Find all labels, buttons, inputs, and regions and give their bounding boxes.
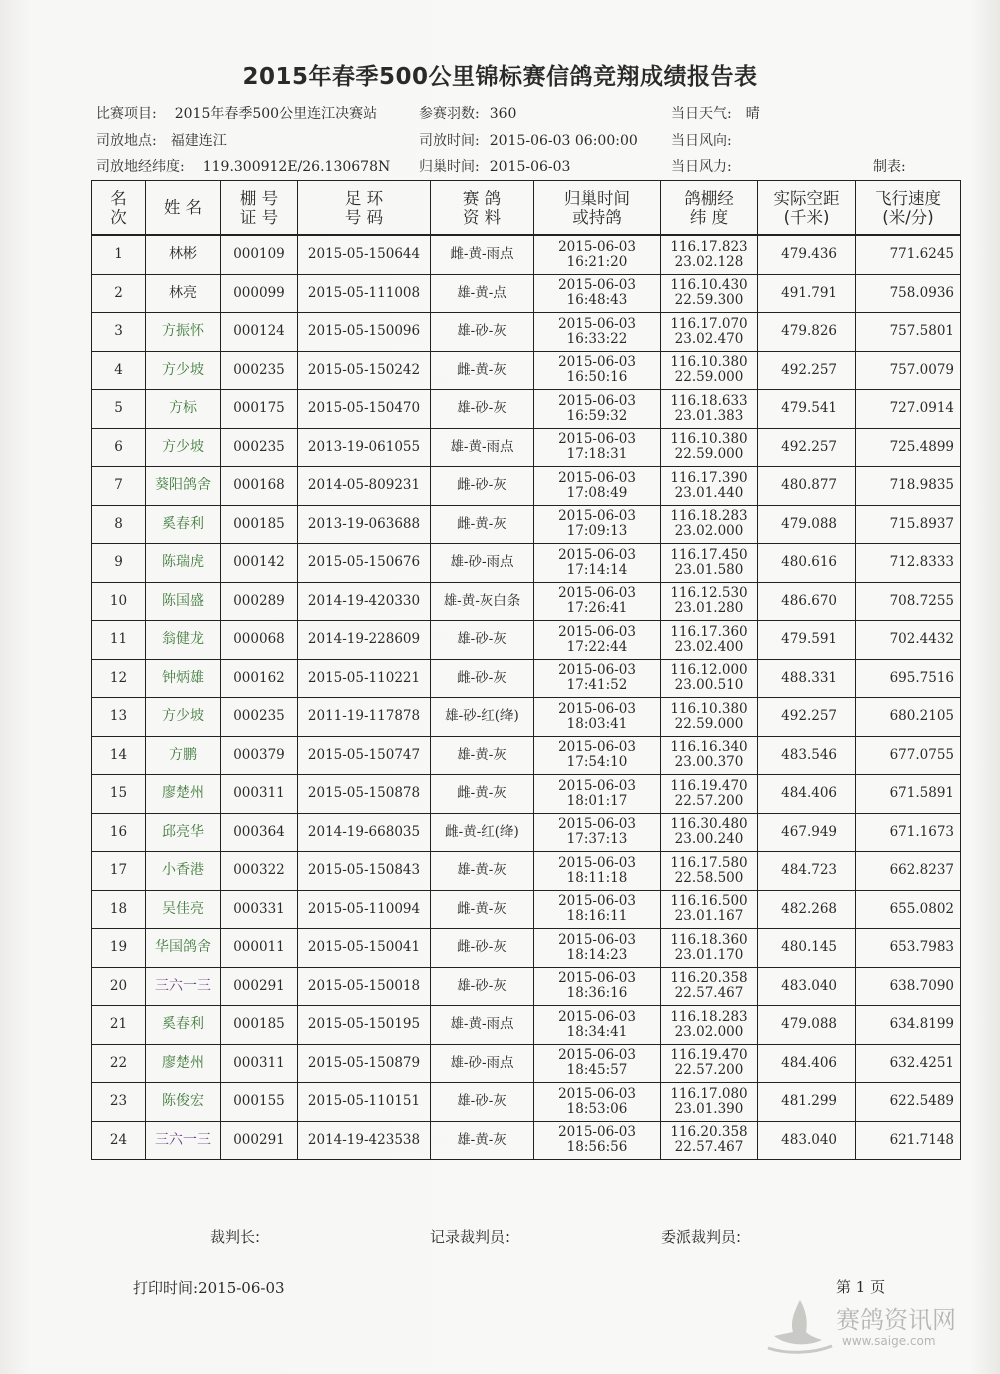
- coord-cell: 116.19.470 22.57.200: [661, 1044, 758, 1083]
- coord-cell: 116.16.340 23.00.370: [661, 736, 758, 775]
- ring-cell: 2013-19-063688: [298, 505, 431, 544]
- rank-cell: 11: [92, 621, 146, 660]
- ring-cell: 2013-19-061055: [298, 428, 431, 467]
- loft-cell: 000162: [221, 659, 298, 698]
- coord-cell: 116.18.360 23.01.170: [661, 929, 758, 968]
- release-place-label: 司放地点:: [96, 133, 157, 149]
- speed-cell: 708.7255: [856, 582, 961, 621]
- distance-cell: 484.406: [758, 1044, 856, 1083]
- loft-cell: 000109: [221, 235, 298, 274]
- results-body: [92, 235, 961, 1160]
- rank-cell: 17: [92, 852, 146, 891]
- loft-cell: 000175: [221, 390, 298, 429]
- rank-cell: 4: [92, 351, 146, 390]
- arrival-cell: 2015-06-03 16:59:32: [534, 390, 661, 429]
- bird-cell: 雄-砂-红(绛): [431, 698, 534, 737]
- distance-cell: 480.616: [758, 544, 856, 583]
- distance-cell: 481.299: [758, 1083, 856, 1122]
- ring-cell: 2015-05-150242: [298, 351, 431, 390]
- speed-cell: 718.9835: [856, 467, 961, 506]
- birds-item: [419, 103, 516, 123]
- release-coord-item: [96, 156, 390, 176]
- distance-cell: 480.145: [758, 929, 856, 968]
- ring-cell: 2015-05-150879: [298, 1044, 431, 1083]
- ring-cell: 2014-05-809231: [298, 467, 431, 506]
- distance-cell: 491.791: [758, 274, 856, 313]
- bird-cell: 雄-砂-灰: [431, 313, 534, 352]
- arrival-cell: 2015-06-03 18:56:56: [534, 1121, 661, 1160]
- speed-cell: 680.2105: [856, 698, 961, 737]
- name-cell: 钟炳雄: [146, 659, 221, 698]
- wind-dir-item: [671, 130, 740, 150]
- speed-cell: 725.4899: [856, 428, 961, 467]
- coord-cell: 116.16.500 23.01.167: [661, 890, 758, 929]
- loft-cell: 000311: [221, 1044, 298, 1083]
- table-row: [92, 467, 961, 506]
- distance-cell: 483.040: [758, 1121, 856, 1160]
- name-cell: 方少坡: [146, 428, 221, 467]
- arrival-cell: 2015-06-03 17:54:10: [534, 736, 661, 775]
- name-cell: 华国鸽舍: [146, 929, 221, 968]
- loft-cell: 000185: [221, 1006, 298, 1045]
- ring-cell: 2015-05-150747: [298, 736, 431, 775]
- arrival-cell: 2015-06-03 17:22:44: [534, 621, 661, 660]
- header-ring: 足 环 号 码: [298, 181, 431, 236]
- bird-cell: 雄-黄-灰: [431, 852, 534, 891]
- name-cell: 林彬: [146, 235, 221, 274]
- table-row: [92, 544, 961, 583]
- rank-cell: 6: [92, 428, 146, 467]
- rank-cell: 7: [92, 467, 146, 506]
- weather-item: [671, 103, 760, 123]
- rank-cell: 23: [92, 1083, 146, 1122]
- return-time-item: [419, 156, 570, 176]
- bird-cell: 雄-黄-点: [431, 274, 534, 313]
- table-row: [92, 813, 961, 852]
- arrival-cell: 2015-06-03 18:36:16: [534, 967, 661, 1006]
- rank-cell: 10: [92, 582, 146, 621]
- coord-cell: 116.17.360 23.02.400: [661, 621, 758, 660]
- distance-cell: 479.088: [758, 505, 856, 544]
- distance-cell: 479.436: [758, 235, 856, 274]
- ring-cell: 2014-19-420330: [298, 582, 431, 621]
- header-coord: 鸽棚经 纬 度: [661, 181, 758, 236]
- ring-cell: 2015-05-150676: [298, 544, 431, 583]
- speed-cell: 757.5801: [856, 313, 961, 352]
- table-row: [92, 775, 961, 814]
- bird-cell: 雄-砂-灰: [431, 967, 534, 1006]
- table-row: [92, 1121, 961, 1160]
- rank-cell: 8: [92, 505, 146, 544]
- ring-cell: 2014-19-668035: [298, 813, 431, 852]
- release-coord-value: 119.300912E/26.130678N: [202, 159, 391, 175]
- coord-cell: 116.18.283 23.02.000: [661, 505, 758, 544]
- print-time-label: 打印时间:: [133, 1279, 199, 1297]
- coord-cell: 116.10.380 22.59.000: [661, 698, 758, 737]
- loft-cell: 000235: [221, 428, 298, 467]
- coord-cell: 116.17.450 23.01.580: [661, 544, 758, 583]
- birds-label: 参赛羽数:: [419, 106, 480, 122]
- coord-cell: 116.19.470 22.57.200: [661, 775, 758, 814]
- ring-cell: 2015-05-111008: [298, 274, 431, 313]
- weather-value: 晴: [745, 106, 760, 122]
- header-bird: 赛 鸽 资 料: [431, 181, 534, 236]
- rank-cell: 21: [92, 1006, 146, 1045]
- speed-cell: 758.0936: [856, 274, 961, 313]
- rank-cell: 9: [92, 544, 146, 583]
- release-place-item: [96, 130, 227, 150]
- rank-cell: 2: [92, 274, 146, 313]
- name-cell: 陈国盛: [146, 582, 221, 621]
- speed-cell: 677.0755: [856, 736, 961, 775]
- coord-cell: 116.12.530 23.01.280: [661, 582, 758, 621]
- results-table: [91, 180, 961, 1160]
- speed-cell: 655.0802: [856, 890, 961, 929]
- coord-cell: 116.30.480 23.00.240: [661, 813, 758, 852]
- rank-cell: 22: [92, 1044, 146, 1083]
- coord-cell: 116.18.283 23.02.000: [661, 1006, 758, 1045]
- speed-cell: 634.8199: [856, 1006, 961, 1045]
- ring-cell: 2015-05-110094: [298, 890, 431, 929]
- speed-cell: 757.0079: [856, 351, 961, 390]
- ring-cell: 2014-19-228609: [298, 621, 431, 660]
- ring-cell: 2015-05-150041: [298, 929, 431, 968]
- table-row: [92, 890, 961, 929]
- name-cell: 邱亮华: [146, 813, 221, 852]
- bird-cell: 雌-黄-灰: [431, 351, 534, 390]
- arrival-cell: 2015-06-03 16:21:20: [534, 235, 661, 274]
- header-rank: 名 次: [92, 181, 146, 236]
- bird-cell: 雄-黄-灰: [431, 1121, 534, 1160]
- coord-cell: 116.18.633 23.01.383: [661, 390, 758, 429]
- arrival-cell: 2015-06-03 17:26:41: [534, 582, 661, 621]
- loft-cell: 000168: [221, 467, 298, 506]
- header-loft: 棚 号 证 号: [221, 181, 298, 236]
- table-row: [92, 582, 961, 621]
- race-item: [96, 103, 377, 123]
- bird-cell: 雄-黄-灰: [431, 736, 534, 775]
- watermark-url: www.saige.com: [842, 1334, 936, 1348]
- release-time-value: 2015-06-03 06:00:00: [489, 133, 638, 149]
- table-row: [92, 1006, 961, 1045]
- distance-cell: 479.088: [758, 1006, 856, 1045]
- speed-cell: 671.5891: [856, 775, 961, 814]
- table-row: [92, 1044, 961, 1083]
- distance-cell: 482.268: [758, 890, 856, 929]
- header-arrival: 归巢时间 或持鸽: [534, 181, 661, 236]
- assigned-judge-label: 委派裁判员:: [661, 1228, 742, 1246]
- name-cell: 方鹏: [146, 736, 221, 775]
- ring-cell: 2011-19-117878: [298, 698, 431, 737]
- ring-cell: 2015-05-150018: [298, 967, 431, 1006]
- speed-cell: 653.7983: [856, 929, 961, 968]
- arrival-cell: 2015-06-03 18:03:41: [534, 698, 661, 737]
- speed-cell: 662.8237: [856, 852, 961, 891]
- loft-cell: 000099: [221, 274, 298, 313]
- arrival-cell: 2015-06-03 17:08:49: [534, 467, 661, 506]
- bird-cell: 雌-砂-灰: [431, 929, 534, 968]
- name-cell: 葵阳鸽舍: [146, 467, 221, 506]
- coord-cell: 116.20.358 22.57.467: [661, 967, 758, 1006]
- table-row: [92, 659, 961, 698]
- table-row: [92, 929, 961, 968]
- distance-cell: 479.541: [758, 390, 856, 429]
- loft-cell: 000364: [221, 813, 298, 852]
- watermark: [760, 1292, 960, 1362]
- page-title: 2015年春季500公里锦标赛信鸽竞翔成绩报告表: [242, 64, 758, 90]
- maker-label: 制表:: [873, 159, 906, 175]
- bird-cell: 雌-黄-灰: [431, 505, 534, 544]
- loft-cell: 000291: [221, 1121, 298, 1160]
- ring-cell: 2015-05-150470: [298, 390, 431, 429]
- dove-logo-icon: [760, 1292, 840, 1362]
- loft-cell: 000289: [221, 582, 298, 621]
- bird-cell: 雄-黄-灰白条: [431, 582, 534, 621]
- rank-cell: 1: [92, 235, 146, 274]
- distance-cell: 479.826: [758, 313, 856, 352]
- name-cell: 吴佳亮: [146, 890, 221, 929]
- bird-cell: 雄-黄-雨点: [431, 428, 534, 467]
- watermark-text: 赛鸽资讯网: [836, 1306, 956, 1334]
- table-row: [92, 313, 961, 352]
- bird-cell: 雌-砂-灰: [431, 659, 534, 698]
- arrival-cell: 2015-06-03 16:50:16: [534, 351, 661, 390]
- ring-cell: 2015-05-110221: [298, 659, 431, 698]
- rank-cell: 19: [92, 929, 146, 968]
- coord-cell: 116.10.430 22.59.300: [661, 274, 758, 313]
- birds-value: 360: [489, 106, 517, 122]
- race-label: 比赛项目:: [96, 106, 157, 122]
- distance-cell: 486.670: [758, 582, 856, 621]
- ring-cell: 2015-05-150644: [298, 235, 431, 274]
- bird-cell: 雌-黄-灰: [431, 775, 534, 814]
- table-row: [92, 351, 961, 390]
- rank-cell: 16: [92, 813, 146, 852]
- loft-cell: 000011: [221, 929, 298, 968]
- name-cell: 林亮: [146, 274, 221, 313]
- rank-cell: 12: [92, 659, 146, 698]
- speed-cell: 621.7148: [856, 1121, 961, 1160]
- header-name: 姓 名: [146, 181, 221, 236]
- table-row: [92, 235, 961, 274]
- speed-cell: 622.5489: [856, 1083, 961, 1122]
- name-cell: 翁健龙: [146, 621, 221, 660]
- rank-cell: 13: [92, 698, 146, 737]
- loft-cell: 000155: [221, 1083, 298, 1122]
- name-cell: 奚春利: [146, 1006, 221, 1045]
- arrival-cell: 2015-06-03 18:01:17: [534, 775, 661, 814]
- loft-cell: 000235: [221, 698, 298, 737]
- name-cell: 方振怀: [146, 313, 221, 352]
- loft-cell: 000185: [221, 505, 298, 544]
- bird-cell: 雌-黄-雨点: [431, 235, 534, 274]
- weather-label: 当日天气:: [671, 106, 732, 122]
- table-row: [92, 274, 961, 313]
- bird-cell: 雌-黄-红(绛): [431, 813, 534, 852]
- coord-cell: 116.10.380 22.59.000: [661, 351, 758, 390]
- page-number: 第 1 页: [836, 1278, 886, 1296]
- wind-dir-label: 当日风向:: [671, 133, 732, 149]
- bird-cell: 雄-砂-雨点: [431, 544, 534, 583]
- speed-cell: 702.4432: [856, 621, 961, 660]
- distance-cell: 492.257: [758, 351, 856, 390]
- distance-cell: 480.877: [758, 467, 856, 506]
- speed-cell: 727.0914: [856, 390, 961, 429]
- table-row: [92, 390, 961, 429]
- distance-cell: 484.406: [758, 775, 856, 814]
- coord-cell: 116.20.358 22.57.467: [661, 1121, 758, 1160]
- loft-cell: 000235: [221, 351, 298, 390]
- header-distance: 实际空距 (千米): [758, 181, 856, 236]
- ring-cell: 2015-05-150096: [298, 313, 431, 352]
- distance-cell: 479.591: [758, 621, 856, 660]
- speed-cell: 632.4251: [856, 1044, 961, 1083]
- ring-cell: 2015-05-110151: [298, 1083, 431, 1122]
- table-row: [92, 1083, 961, 1122]
- speed-cell: 671.1673: [856, 813, 961, 852]
- distance-cell: 483.546: [758, 736, 856, 775]
- coord-cell: 116.17.580 22.58.500: [661, 852, 758, 891]
- coord-cell: 116.17.080 23.01.390: [661, 1083, 758, 1122]
- arrival-cell: 2015-06-03 17:09:13: [534, 505, 661, 544]
- rank-cell: 15: [92, 775, 146, 814]
- name-cell: 三六一三: [146, 967, 221, 1006]
- name-cell: 小香港: [146, 852, 221, 891]
- bird-cell: 雄-黄-雨点: [431, 1006, 534, 1045]
- loft-cell: 000068: [221, 621, 298, 660]
- ring-cell: 2014-19-423538: [298, 1121, 431, 1160]
- return-time-value: 2015-06-03: [489, 159, 571, 175]
- arrival-cell: 2015-06-03 16:33:22: [534, 313, 661, 352]
- table-row: [92, 736, 961, 775]
- arrival-cell: 2015-06-03 18:34:41: [534, 1006, 661, 1045]
- table-row: [92, 967, 961, 1006]
- arrival-cell: 2015-06-03 18:53:06: [534, 1083, 661, 1122]
- rank-cell: 3: [92, 313, 146, 352]
- rank-cell: 24: [92, 1121, 146, 1160]
- distance-cell: 488.331: [758, 659, 856, 698]
- name-cell: 奚春利: [146, 505, 221, 544]
- distance-cell: 483.040: [758, 967, 856, 1006]
- loft-cell: 000291: [221, 967, 298, 1006]
- table-row: [92, 621, 961, 660]
- release-time-label: 司放时间:: [419, 133, 480, 149]
- bird-cell: 雌-砂-灰: [431, 467, 534, 506]
- ring-cell: 2015-05-150195: [298, 1006, 431, 1045]
- speed-cell: 771.6245: [856, 235, 961, 274]
- recorder-label: 记录裁判员:: [430, 1228, 511, 1246]
- arrival-cell: 2015-06-03 17:14:14: [534, 544, 661, 583]
- loft-cell: 000322: [221, 852, 298, 891]
- name-cell: 廖楚州: [146, 775, 221, 814]
- release-place-value: 福建连江: [170, 133, 227, 149]
- coord-cell: 116.12.000 23.00.510: [661, 659, 758, 698]
- race-value: 2015年春季500公里连江决赛站: [174, 106, 378, 122]
- wind-force-label: 当日风力:: [671, 159, 732, 175]
- speed-cell: 638.7090: [856, 967, 961, 1006]
- coord-cell: 116.17.390 23.01.440: [661, 467, 758, 506]
- arrival-cell: 2015-06-03 17:37:13: [534, 813, 661, 852]
- speed-cell: 695.7516: [856, 659, 961, 698]
- bird-cell: 雄-砂-灰: [431, 1083, 534, 1122]
- bird-cell: 雄-砂-雨点: [431, 1044, 534, 1083]
- name-cell: 陈俊宏: [146, 1083, 221, 1122]
- table-row: [92, 428, 961, 467]
- name-cell: 方少坡: [146, 698, 221, 737]
- rank-cell: 14: [92, 736, 146, 775]
- header-speed: 飞行速度 (米/分): [856, 181, 961, 236]
- rank-cell: 5: [92, 390, 146, 429]
- name-cell: 三六一三: [146, 1121, 221, 1160]
- chief-judge-label: 裁判长:: [210, 1228, 261, 1246]
- name-cell: 陈瑞虎: [146, 544, 221, 583]
- coord-cell: 116.17.070 23.02.470: [661, 313, 758, 352]
- speed-cell: 715.8937: [856, 505, 961, 544]
- table-row: [92, 698, 961, 737]
- wind-force-item: [671, 156, 740, 176]
- print-time-value: 2015-06-03: [198, 1279, 285, 1297]
- release-coord-label: 司放地经纬度:: [96, 159, 185, 175]
- name-cell: 方少坡: [146, 351, 221, 390]
- bird-cell: 雄-砂-灰: [431, 390, 534, 429]
- print-time: [133, 1277, 285, 1298]
- arrival-cell: 2015-06-03 17:41:52: [534, 659, 661, 698]
- loft-cell: 000124: [221, 313, 298, 352]
- ring-cell: 2015-05-150843: [298, 852, 431, 891]
- distance-cell: 492.257: [758, 428, 856, 467]
- arrival-cell: 2015-06-03 18:11:18: [534, 852, 661, 891]
- distance-cell: 492.257: [758, 698, 856, 737]
- loft-cell: 000311: [221, 775, 298, 814]
- speed-cell: 712.8333: [856, 544, 961, 583]
- loft-cell: 000331: [221, 890, 298, 929]
- rank-cell: 18: [92, 890, 146, 929]
- loft-cell: 000142: [221, 544, 298, 583]
- bird-cell: 雌-黄-灰: [431, 890, 534, 929]
- distance-cell: 484.723: [758, 852, 856, 891]
- loft-cell: 000379: [221, 736, 298, 775]
- release-time-item: [419, 130, 638, 150]
- ring-cell: 2015-05-150878: [298, 775, 431, 814]
- rank-cell: 20: [92, 967, 146, 1006]
- name-cell: 廖楚州: [146, 1044, 221, 1083]
- name-cell: 方标: [146, 390, 221, 429]
- arrival-cell: 2015-06-03 18:14:23: [534, 929, 661, 968]
- table-header-row: [92, 181, 961, 236]
- table-row: [92, 852, 961, 891]
- arrival-cell: 2015-06-03 17:18:31: [534, 428, 661, 467]
- arrival-cell: 2015-06-03 18:45:57: [534, 1044, 661, 1083]
- bird-cell: 雄-砂-灰: [431, 621, 534, 660]
- distance-cell: 467.949: [758, 813, 856, 852]
- arrival-cell: 2015-06-03 16:48:43: [534, 274, 661, 313]
- coord-cell: 116.10.380 22.59.000: [661, 428, 758, 467]
- arrival-cell: 2015-06-03 18:16:11: [534, 890, 661, 929]
- coord-cell: 116.17.823 23.02.128: [661, 235, 758, 274]
- table-row: [92, 505, 961, 544]
- return-time-label: 归巢时间:: [419, 159, 480, 175]
